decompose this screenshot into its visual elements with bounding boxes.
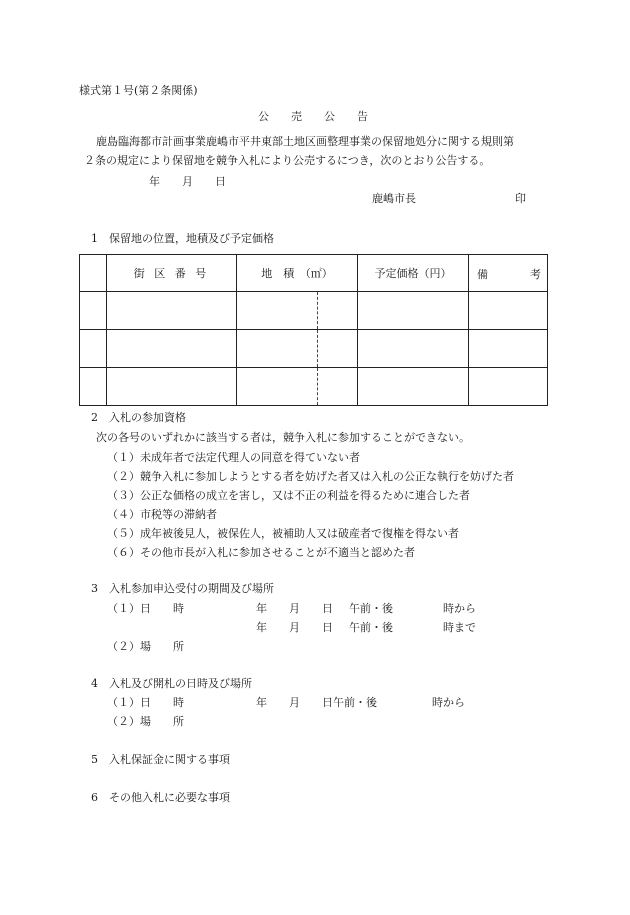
decimal-divider <box>317 330 318 367</box>
table-cell-area <box>237 330 358 368</box>
table-cell-area <box>237 368 358 406</box>
issuer-name: 鹿嶋市長 <box>372 192 416 205</box>
table-row <box>80 368 548 406</box>
section-3-place-label: （２）場 所 <box>107 640 184 653</box>
qualification-item-3: （３）公正な価格の成立を害し，又は不正の利益を得るために連合した者 <box>107 489 470 502</box>
header-remarks <box>469 255 548 292</box>
date-line: 年 月 日 <box>149 175 226 188</box>
table-header-row <box>80 255 548 292</box>
section-4-date: 年 月 日午前・後 <box>256 696 377 709</box>
table-cell <box>107 292 237 330</box>
section-3-end-date: 年 月 日 <box>256 621 333 634</box>
table-cell <box>107 330 237 368</box>
table-cell <box>358 368 469 406</box>
section-3-heading: 3 入札参加申込受付の期間及び場所 <box>91 582 274 595</box>
header-remarks-char-1: 備 <box>477 268 488 281</box>
table-cell <box>469 330 548 368</box>
qualification-item-2: （２）競争入札に参加しようとする者を妨げた者又は入札の公正な執行を妨げた者 <box>107 470 514 483</box>
table-row <box>80 330 548 368</box>
section-4-place-label: （２）場 所 <box>107 715 184 728</box>
section-4-heading: 4 入札及び開札の日時及び場所 <box>91 677 252 690</box>
qualification-item-5: （５）成年被後見人，被保佐人，被補助人又は破産者で復権を得ない者 <box>107 527 459 540</box>
header-block-number: 街 区 番 号 <box>107 255 237 292</box>
reserve-land-table <box>79 254 548 406</box>
document-title: 公 売 公 告 <box>258 110 368 123</box>
decimal-divider <box>317 292 318 329</box>
intro-line-2: ２条の規定により保留地を競争入札により公売するにつき，次のとおり公告する。 <box>84 154 491 167</box>
table-cell <box>80 368 107 406</box>
table-cell <box>107 368 237 406</box>
seal-mark: 印 <box>515 192 526 205</box>
header-remarks-char-2: 考 <box>530 268 541 281</box>
table-cell-area <box>237 292 358 330</box>
section-1-heading: 1 保留地の位置，地積及び予定価格 <box>91 232 274 245</box>
header-price: 予定価格（円） <box>358 255 469 292</box>
qualification-item-6: （６）その他市長が入札に参加させることが不適当と認めた者 <box>107 546 415 559</box>
section-3-end-time: 時まで <box>443 621 476 634</box>
header-blank-cell <box>80 255 107 292</box>
table-cell <box>469 292 548 330</box>
form-number: 様式第１号(第２条関係) <box>79 84 198 97</box>
table-cell <box>469 368 548 406</box>
section-2-lead: 次の各号のいずれかに該当する者は，競争入札に参加することができない。 <box>96 431 470 444</box>
section-3-datetime-label: （１）日 時 <box>107 602 184 615</box>
table-row <box>80 292 548 330</box>
table-cell <box>358 330 469 368</box>
section-3-start-date: 年 月 日 <box>256 602 333 615</box>
decimal-divider <box>317 368 318 405</box>
qualification-item-4: （４）市税等の滞納者 <box>107 508 217 521</box>
section-4-datetime-label: （１）日 時 <box>107 696 184 709</box>
section-3-start-time: 時から <box>443 602 476 615</box>
section-3-end-ampm: 午前・後 <box>349 621 393 634</box>
section-6-heading: 6 その他入札に必要な事項 <box>91 791 230 804</box>
table-cell <box>80 330 107 368</box>
section-5-heading: 5 入札保証金に関する事項 <box>91 753 230 766</box>
qualification-item-1: （１）未成年者で法定代理人の同意を得ていない者 <box>107 451 360 464</box>
intro-line-1: 鹿島臨海都市計画事業鹿嶋市平井東部土地区画整理事業の保留地処分に関する規則第 <box>96 135 514 148</box>
table-cell <box>358 292 469 330</box>
section-4-time: 時から <box>432 696 465 709</box>
table-cell <box>80 292 107 330</box>
header-area: 地 積 （㎡） <box>237 255 358 292</box>
section-2-heading: 2 入札の参加資格 <box>91 411 186 424</box>
section-3-start-ampm: 午前・後 <box>349 602 393 615</box>
